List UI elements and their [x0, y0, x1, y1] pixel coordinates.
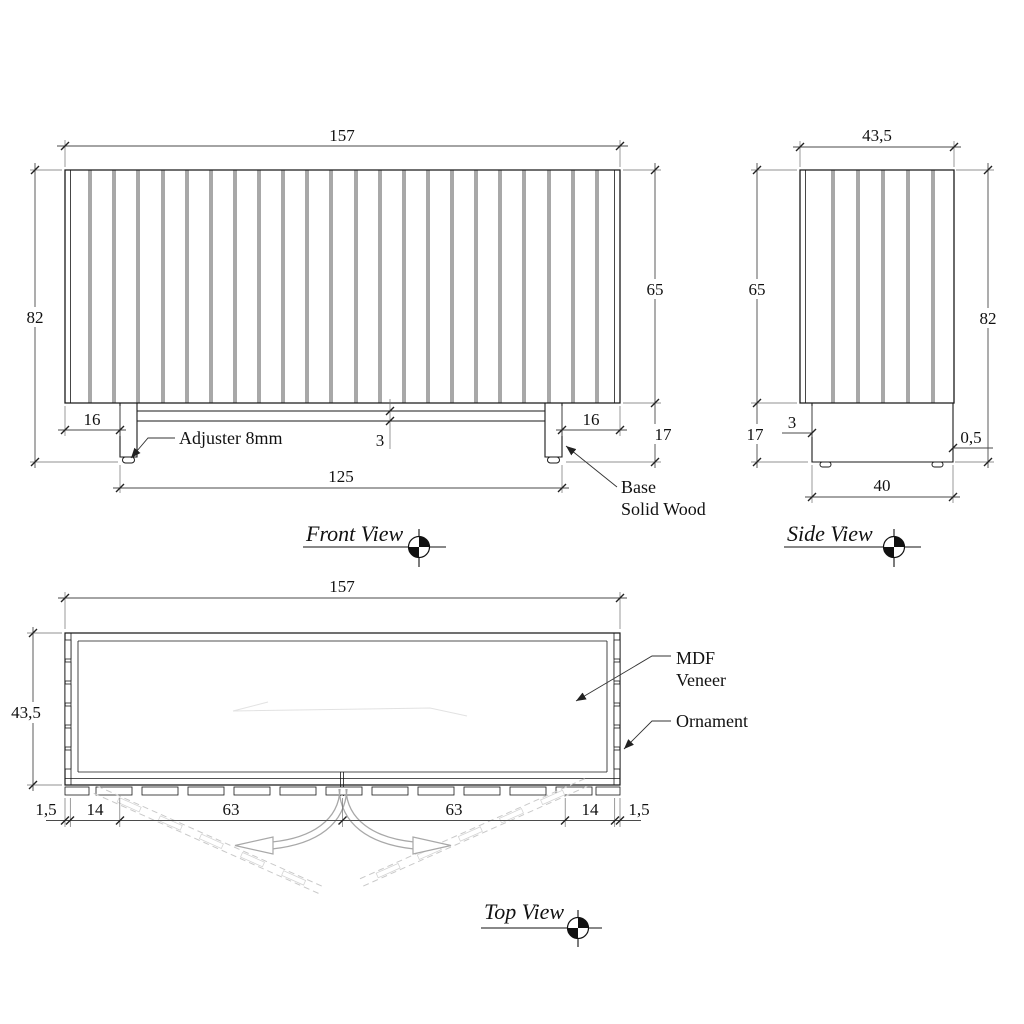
side-dim-base-inset: 3 [787, 413, 797, 432]
side-outline [800, 170, 954, 403]
ornament-piece [596, 787, 620, 795]
side-foot-front [820, 462, 831, 467]
door-ornament [282, 871, 306, 885]
side-dimension-lines [757, 147, 993, 497]
ornament-piece [614, 640, 620, 659]
mdf-label-line1: MDF [676, 648, 716, 668]
cabinet-outline [65, 170, 620, 403]
front-view-leaders [131, 428, 706, 519]
base-label-line1: Base [621, 477, 656, 497]
front-view [19, 126, 706, 567]
side-view-title-text: Side View [787, 521, 873, 546]
top-dim-width: 157 [329, 577, 355, 596]
front-dim-body-height: 65 [646, 280, 664, 299]
side-foot-back [932, 462, 943, 467]
top-view-title [481, 899, 602, 947]
side-dim-total-height: 82 [979, 309, 997, 328]
adjuster-leader-line [131, 438, 175, 458]
top-view-leaders [576, 648, 748, 749]
left-adjuster-foot [123, 457, 135, 463]
centroid-symbol-icon [884, 537, 905, 558]
front-slat-lines [89, 170, 598, 403]
ornament-piece [326, 787, 362, 795]
front-dim-width: 157 [329, 126, 355, 145]
door-swing-indication [94, 779, 588, 895]
door-ornament [241, 852, 265, 866]
side-view-dimensions [739, 126, 1004, 503]
door-swing-arrow-right [339, 789, 451, 854]
ornament-piece [280, 787, 316, 795]
ornament-piece [188, 787, 224, 795]
ornament-piece [65, 662, 71, 681]
front-view-cabinet [65, 170, 620, 463]
front-view-title-text: Front View [306, 521, 404, 546]
cabinet-edge-lines [71, 170, 615, 403]
side-base-block [812, 403, 953, 462]
door-ornament [199, 834, 223, 848]
door-ornament [376, 863, 400, 877]
ornament-piece [614, 728, 620, 747]
front-view-dimensions [19, 126, 679, 493]
front-dim-total-height: 82 [26, 308, 44, 327]
top-inner-lines [65, 633, 620, 796]
centroid-symbol-icon [568, 918, 589, 939]
ornament-leader-line [624, 721, 671, 749]
side-extension-lines [748, 141, 994, 503]
ornament-piece [234, 787, 270, 795]
side-dim-depth: 43,5 [862, 126, 892, 145]
base-label-line2: Solid Wood [621, 499, 706, 519]
top-dim-left-door: 63 [222, 800, 240, 819]
front-ornament-row [65, 787, 620, 795]
front-extension-lines [30, 140, 661, 493]
ornament-piece [65, 728, 71, 747]
door-swing-arrow-left [235, 789, 347, 854]
ornament-piece [464, 787, 500, 795]
ornament-piece [65, 706, 71, 725]
side-dim-back-gap: 0,5 [960, 428, 982, 447]
top-dim-right-edge: 1,5 [628, 800, 650, 819]
front-dimension-ticks [31, 142, 659, 492]
front-dim-leg-span: 125 [328, 467, 354, 486]
ornament-piece [372, 787, 408, 795]
top-dim-right-offset: 14 [581, 800, 599, 819]
mdf-leader-line [576, 656, 671, 701]
top-dim-depth: 43,5 [11, 703, 41, 722]
adjuster-label: Adjuster 8mm [179, 428, 283, 448]
top-view-title-text: Top View [484, 899, 565, 924]
arrowhead [235, 837, 273, 854]
right-ornament-strip [614, 640, 620, 769]
door-ornament [117, 798, 141, 812]
front-base-rail [137, 411, 545, 421]
top-dim-left-offset: 14 [86, 800, 104, 819]
front-dim-rail-thickness: 3 [375, 431, 385, 450]
top-view [7, 577, 748, 947]
ornament-piece [614, 750, 620, 769]
ornament-piece [65, 640, 71, 659]
top-dim-right-door: 63 [445, 800, 463, 819]
side-view-title [784, 521, 921, 567]
left-ornament-strip [65, 640, 71, 769]
ornament-piece [65, 684, 71, 703]
side-view-cabinet [800, 170, 954, 467]
front-view-title [303, 521, 446, 567]
top-view-carcass [65, 633, 620, 796]
mdf-label-line2: Veneer [676, 670, 726, 690]
side-dim-base-depth: 40 [873, 476, 891, 495]
top-dim-left-edge: 1,5 [35, 800, 57, 819]
side-view [739, 126, 1004, 567]
left-open-door [94, 786, 326, 895]
ornament-label: Ornament [676, 711, 748, 731]
ornament-piece [418, 787, 454, 795]
front-dim-leg-height: 17 [654, 425, 672, 444]
ornament-piece [510, 787, 546, 795]
right-adjuster-foot [548, 457, 560, 463]
ornament-piece [614, 706, 620, 725]
centroid-symbol-icon [409, 537, 430, 558]
side-slat-lines [832, 170, 934, 403]
front-dim-right-inset: 16 [582, 410, 600, 429]
side-dim-base-height: 17 [746, 425, 764, 444]
front-dim-left-inset: 16 [83, 410, 101, 429]
ornament-piece [614, 684, 620, 703]
side-dim-body-height: 65 [748, 280, 766, 299]
surface-reflection-line [233, 702, 467, 716]
side-dimension-ticks [753, 143, 992, 501]
ornament-piece [65, 750, 71, 769]
base-leader-line [566, 446, 617, 487]
ornament-piece [142, 787, 178, 795]
door-ornament [158, 816, 182, 830]
door-ornament [458, 827, 482, 841]
ornament-piece [65, 787, 89, 795]
